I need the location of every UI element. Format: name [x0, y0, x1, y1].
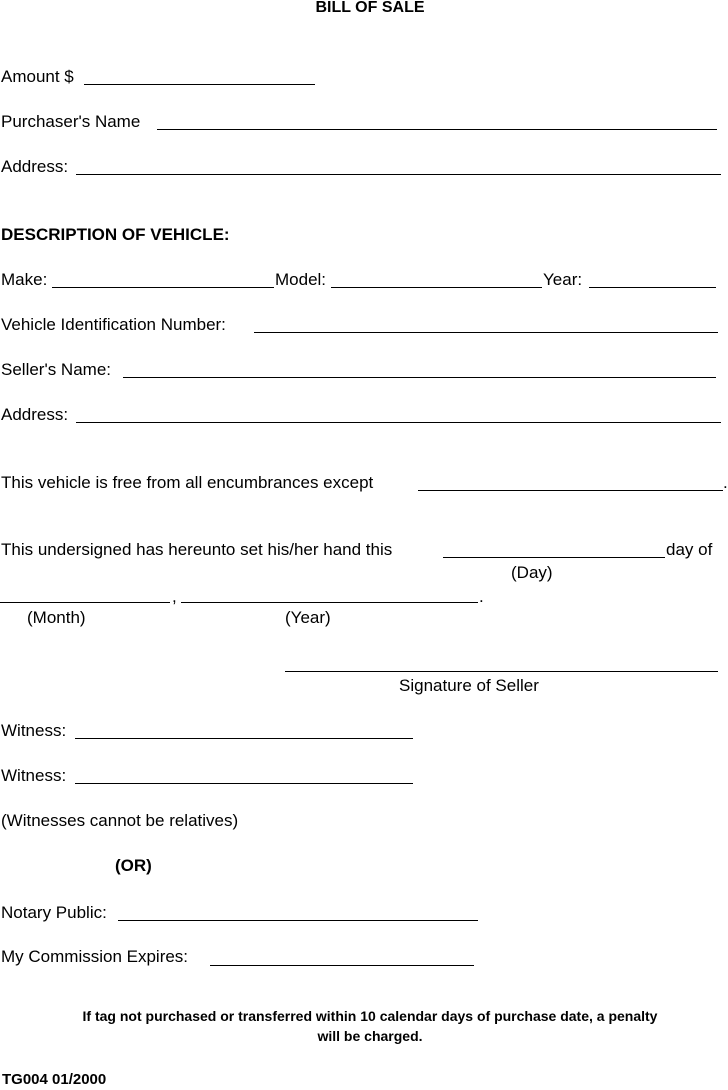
witness-1-field[interactable]: [75, 738, 413, 739]
encumbrance-period: .: [723, 473, 728, 492]
make-label: Make:: [1, 270, 48, 289]
date-period: .: [479, 587, 484, 606]
month-field[interactable]: [0, 602, 170, 603]
form-code: TG004 01/2000: [2, 1071, 107, 1088]
encumbrance-field[interactable]: [418, 490, 723, 491]
undersigned-text: This undersigned has hereunto set his/her hand this: [1, 540, 393, 559]
make-field[interactable]: [52, 287, 274, 288]
year-caption: (Year): [285, 608, 331, 627]
seller-address-label: Address:: [1, 405, 69, 424]
signature-caption: Signature of Seller: [399, 676, 539, 695]
witness-note: (Witnesses cannot be relatives): [1, 811, 239, 830]
day-of-text: day of: [666, 540, 713, 559]
purchaser-address-field[interactable]: [76, 174, 721, 175]
purchaser-address-label: Address:: [1, 157, 69, 176]
vin-label: Vehicle Identification Number:: [1, 315, 226, 334]
or-label: (OR): [115, 856, 152, 875]
seller-name-label: Seller's Name:: [1, 360, 112, 379]
witness-1-label: Witness:: [1, 721, 67, 740]
purchaser-name-field[interactable]: [157, 129, 717, 130]
model-field[interactable]: [331, 287, 542, 288]
commission-expires-label: My Commission Expires:: [1, 947, 189, 966]
witness-2-label: Witness:: [1, 766, 67, 785]
vehicle-description-heading: DESCRIPTION OF VEHICLE:: [1, 225, 230, 244]
seller-signature-field[interactable]: [285, 671, 718, 672]
notary-public-label: Notary Public:: [1, 903, 107, 922]
witness-2-field[interactable]: [75, 783, 413, 784]
penalty-notice: If tag not purchased or transferred within 10 calendar days of purchase date, a penalty will be charged.: [82, 1008, 658, 1044]
year-date-field[interactable]: [181, 602, 478, 603]
page-title: BILL OF SALE: [315, 0, 425, 16]
purchaser-name-label: Purchaser's Name: [1, 112, 141, 131]
vin-field[interactable]: [254, 332, 718, 333]
encumbrance-text: This vehicle is free from all encumbrances except: [1, 473, 374, 492]
model-label: Model:: [275, 270, 327, 289]
seller-name-field[interactable]: [123, 377, 716, 378]
month-caption: (Month): [27, 608, 86, 627]
seller-address-field[interactable]: [76, 422, 721, 423]
commission-expires-field[interactable]: [210, 965, 474, 966]
day-caption: (Day): [511, 563, 553, 582]
year-label: Year:: [543, 270, 583, 289]
year-field[interactable]: [589, 287, 716, 288]
amount-field[interactable]: [84, 84, 315, 85]
amount-label: Amount $: [1, 67, 74, 86]
notary-public-field[interactable]: [118, 920, 478, 921]
day-field[interactable]: [443, 557, 665, 558]
date-comma: ,: [172, 587, 177, 606]
